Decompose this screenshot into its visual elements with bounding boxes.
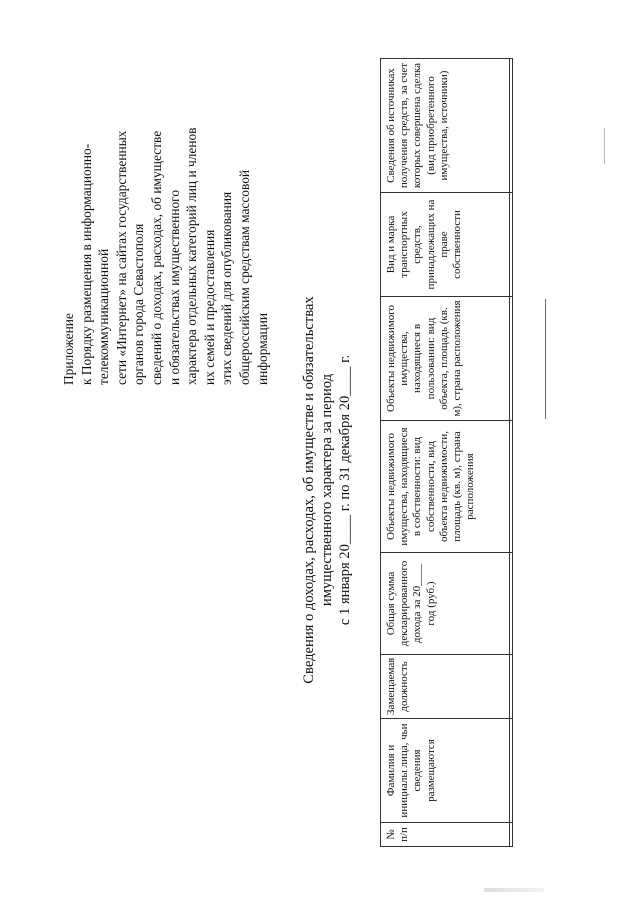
annex-line: информации xyxy=(254,312,270,385)
col-header-vehicles: Вид и марка транспортных средств, принадлежащих на праве собственности xyxy=(381,193,510,297)
col-header-position: Замещаемая должность xyxy=(381,655,510,719)
annex-line: телекоммуникационной xyxy=(96,248,112,385)
annex-line: их семей и предоставления xyxy=(201,229,217,385)
annex-line: Приложение xyxy=(61,313,76,385)
separator-line xyxy=(545,299,546,419)
title-line-3: с 1 января 20____ г. по 31 декабря 20____ г. xyxy=(337,354,353,626)
annex-line: и обязательствах имущественного xyxy=(166,189,182,385)
annex-line: к Порядку размещения в информационно- xyxy=(78,143,94,385)
annex-line: сети «Интернет» на сайтах государственных xyxy=(113,130,129,385)
table-cell xyxy=(510,655,513,719)
col-header-name: Фамилия и инициалы лица, чьи сведения размещаются xyxy=(381,719,510,823)
table-cell xyxy=(510,297,513,421)
annex-line: этих сведений для опубликования xyxy=(219,191,235,385)
document-title xyxy=(300,255,354,725)
col-header-property-owned: Объекты недвижимого имущества, находящиеся в собственности: вид собственности, вид объекта недвижимости, площадь (кв. м), страна расположения xyxy=(381,421,510,553)
table-cell xyxy=(510,59,513,193)
title-line-2: имущественного характера за период xyxy=(319,373,335,607)
table-cell xyxy=(510,193,513,297)
table-row xyxy=(510,59,513,847)
table-cell xyxy=(510,823,513,847)
col-header-funds-sources: Сведения об источниках получения средств, за счет которых совершена сделка (вид приобретенного имущества, источники) xyxy=(381,59,510,193)
table-cell xyxy=(510,719,513,823)
annex-header xyxy=(60,25,271,385)
col-header-property-used: Объекты недвижимого имущества, находящиеся в пользовании: вид объекта, площадь (кв. м), страна расположения xyxy=(381,297,510,421)
annex-line: органов города Севастополя xyxy=(131,223,147,385)
annex-line: сведений о доходах, расходах, об имуществе xyxy=(148,130,164,385)
annex-line: характера отдельных категорий лиц и членов xyxy=(184,127,200,385)
table-header-row xyxy=(381,59,510,847)
annex-line: общероссийским средствам массовой xyxy=(236,169,252,385)
title-line-1: Сведения о доходах, расходах, об имуществе и обязательствах xyxy=(301,296,317,684)
col-header-income: Общая сумма декларированного дохода за 20____ год (руб.) xyxy=(381,553,510,655)
declaration-table xyxy=(380,58,513,847)
table-cell xyxy=(510,553,513,655)
col-header-number: № п/п xyxy=(381,823,510,847)
table-cell xyxy=(510,421,513,553)
